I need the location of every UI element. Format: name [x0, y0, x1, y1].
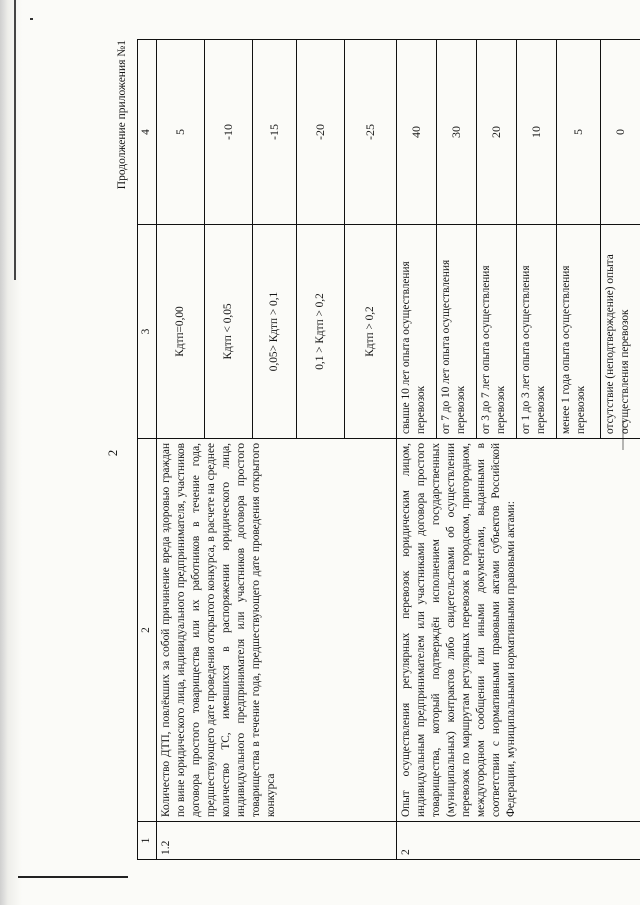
column-header: 4 — [138, 40, 157, 225]
condition-cell: Кдтп > 0,2 — [345, 225, 397, 439]
page-number: 2 — [105, 449, 120, 457]
scan-edge-shadow — [0, 0, 22, 905]
criterion-text-content: Количество ДТП, повлёкших за собой причинение вреда здоровью граждан по вине юридического лица, индивидуального предпринимателя, участников договора простого товарищества или их работников в течение года, предшествующего дате проведения открытого конкурса, в расчете на среднее количество ТС, имевшихся в распоряжении юридического лица, индивидуального предпринимателя или участников договора простого товарищества в течение года, предшествующего дате проведения открытого конкурса — [160, 443, 277, 817]
score-cell: -10 — [205, 40, 253, 225]
criterion-text — [157, 439, 397, 822]
score-cell: 40 — [397, 40, 437, 225]
footnote-rule — [18, 876, 128, 878]
criteria-table — [137, 39, 640, 860]
scan-speck — [30, 18, 33, 20]
criterion-text-content: Опыт осуществления регулярных перевозок юридическим лицом, индивидуальным предпринимателем или участниками договора простого товарищества, который подтверждён исполнением государственных (муниципальных) контрактов либо свидетельствами об осуществлении перевозок по маршрутам регулярных перевозок в городском, пригородном, междугородном сообщении или иными документами, выданными в соответствии с нормативными правовыми актами субъектов Российской Федерации, муниципальными нормативными правовыми актами: — [400, 443, 517, 817]
condition-cell: менее 1 года опыта осуществления перевозок — [557, 225, 601, 439]
condition-cell: Кдтп < 0,05 — [205, 225, 253, 439]
rotated-page-content — [115, 40, 631, 860]
row-number: 1.2 — [157, 822, 397, 860]
score-cell: 5 — [557, 40, 601, 225]
column-header: 2 — [138, 439, 157, 822]
condition-cell: от 3 до 7 лет опыта осуществления перевозок — [477, 225, 517, 439]
criterion-text — [397, 439, 640, 822]
table-row — [397, 40, 437, 860]
column-header: 1 — [138, 822, 157, 860]
row-number: 2 — [397, 822, 640, 860]
score-cell: 30 — [437, 40, 477, 225]
score-cell: 10 — [517, 40, 557, 225]
score-cell: 5 — [157, 40, 205, 225]
score-cell: -20 — [297, 40, 345, 225]
condition-cell: свыше 10 лет опыта осуществления перевозок — [397, 225, 437, 439]
scan-edge-line — [14, 0, 16, 280]
condition-cell: от 1 до 3 лет опыта осуществления перевозок — [517, 225, 557, 439]
score-cell: 20 — [477, 40, 517, 225]
score-cell: 0 — [601, 40, 640, 225]
condition-cell: 0,1 > Кдтп > 0,2 — [297, 225, 345, 439]
table-row — [157, 40, 205, 860]
column-header: 3 — [138, 225, 157, 439]
continuation-heading: Продолжение приложения №1 — [116, 40, 128, 190]
condition-cell: отсутствие (неподтверждение) опыта осуществления перевозок — [601, 225, 640, 439]
condition-cell: 0,05> Кдтп > 0,1 — [253, 225, 297, 439]
header-row — [138, 40, 157, 860]
score-cell: -15 — [253, 40, 297, 225]
condition-cell: Кдтп=0,00 — [157, 225, 205, 439]
condition-cell: от 7 до 10 лет опыта осуществления перевозок — [437, 225, 477, 439]
score-cell: -25 — [345, 40, 397, 225]
